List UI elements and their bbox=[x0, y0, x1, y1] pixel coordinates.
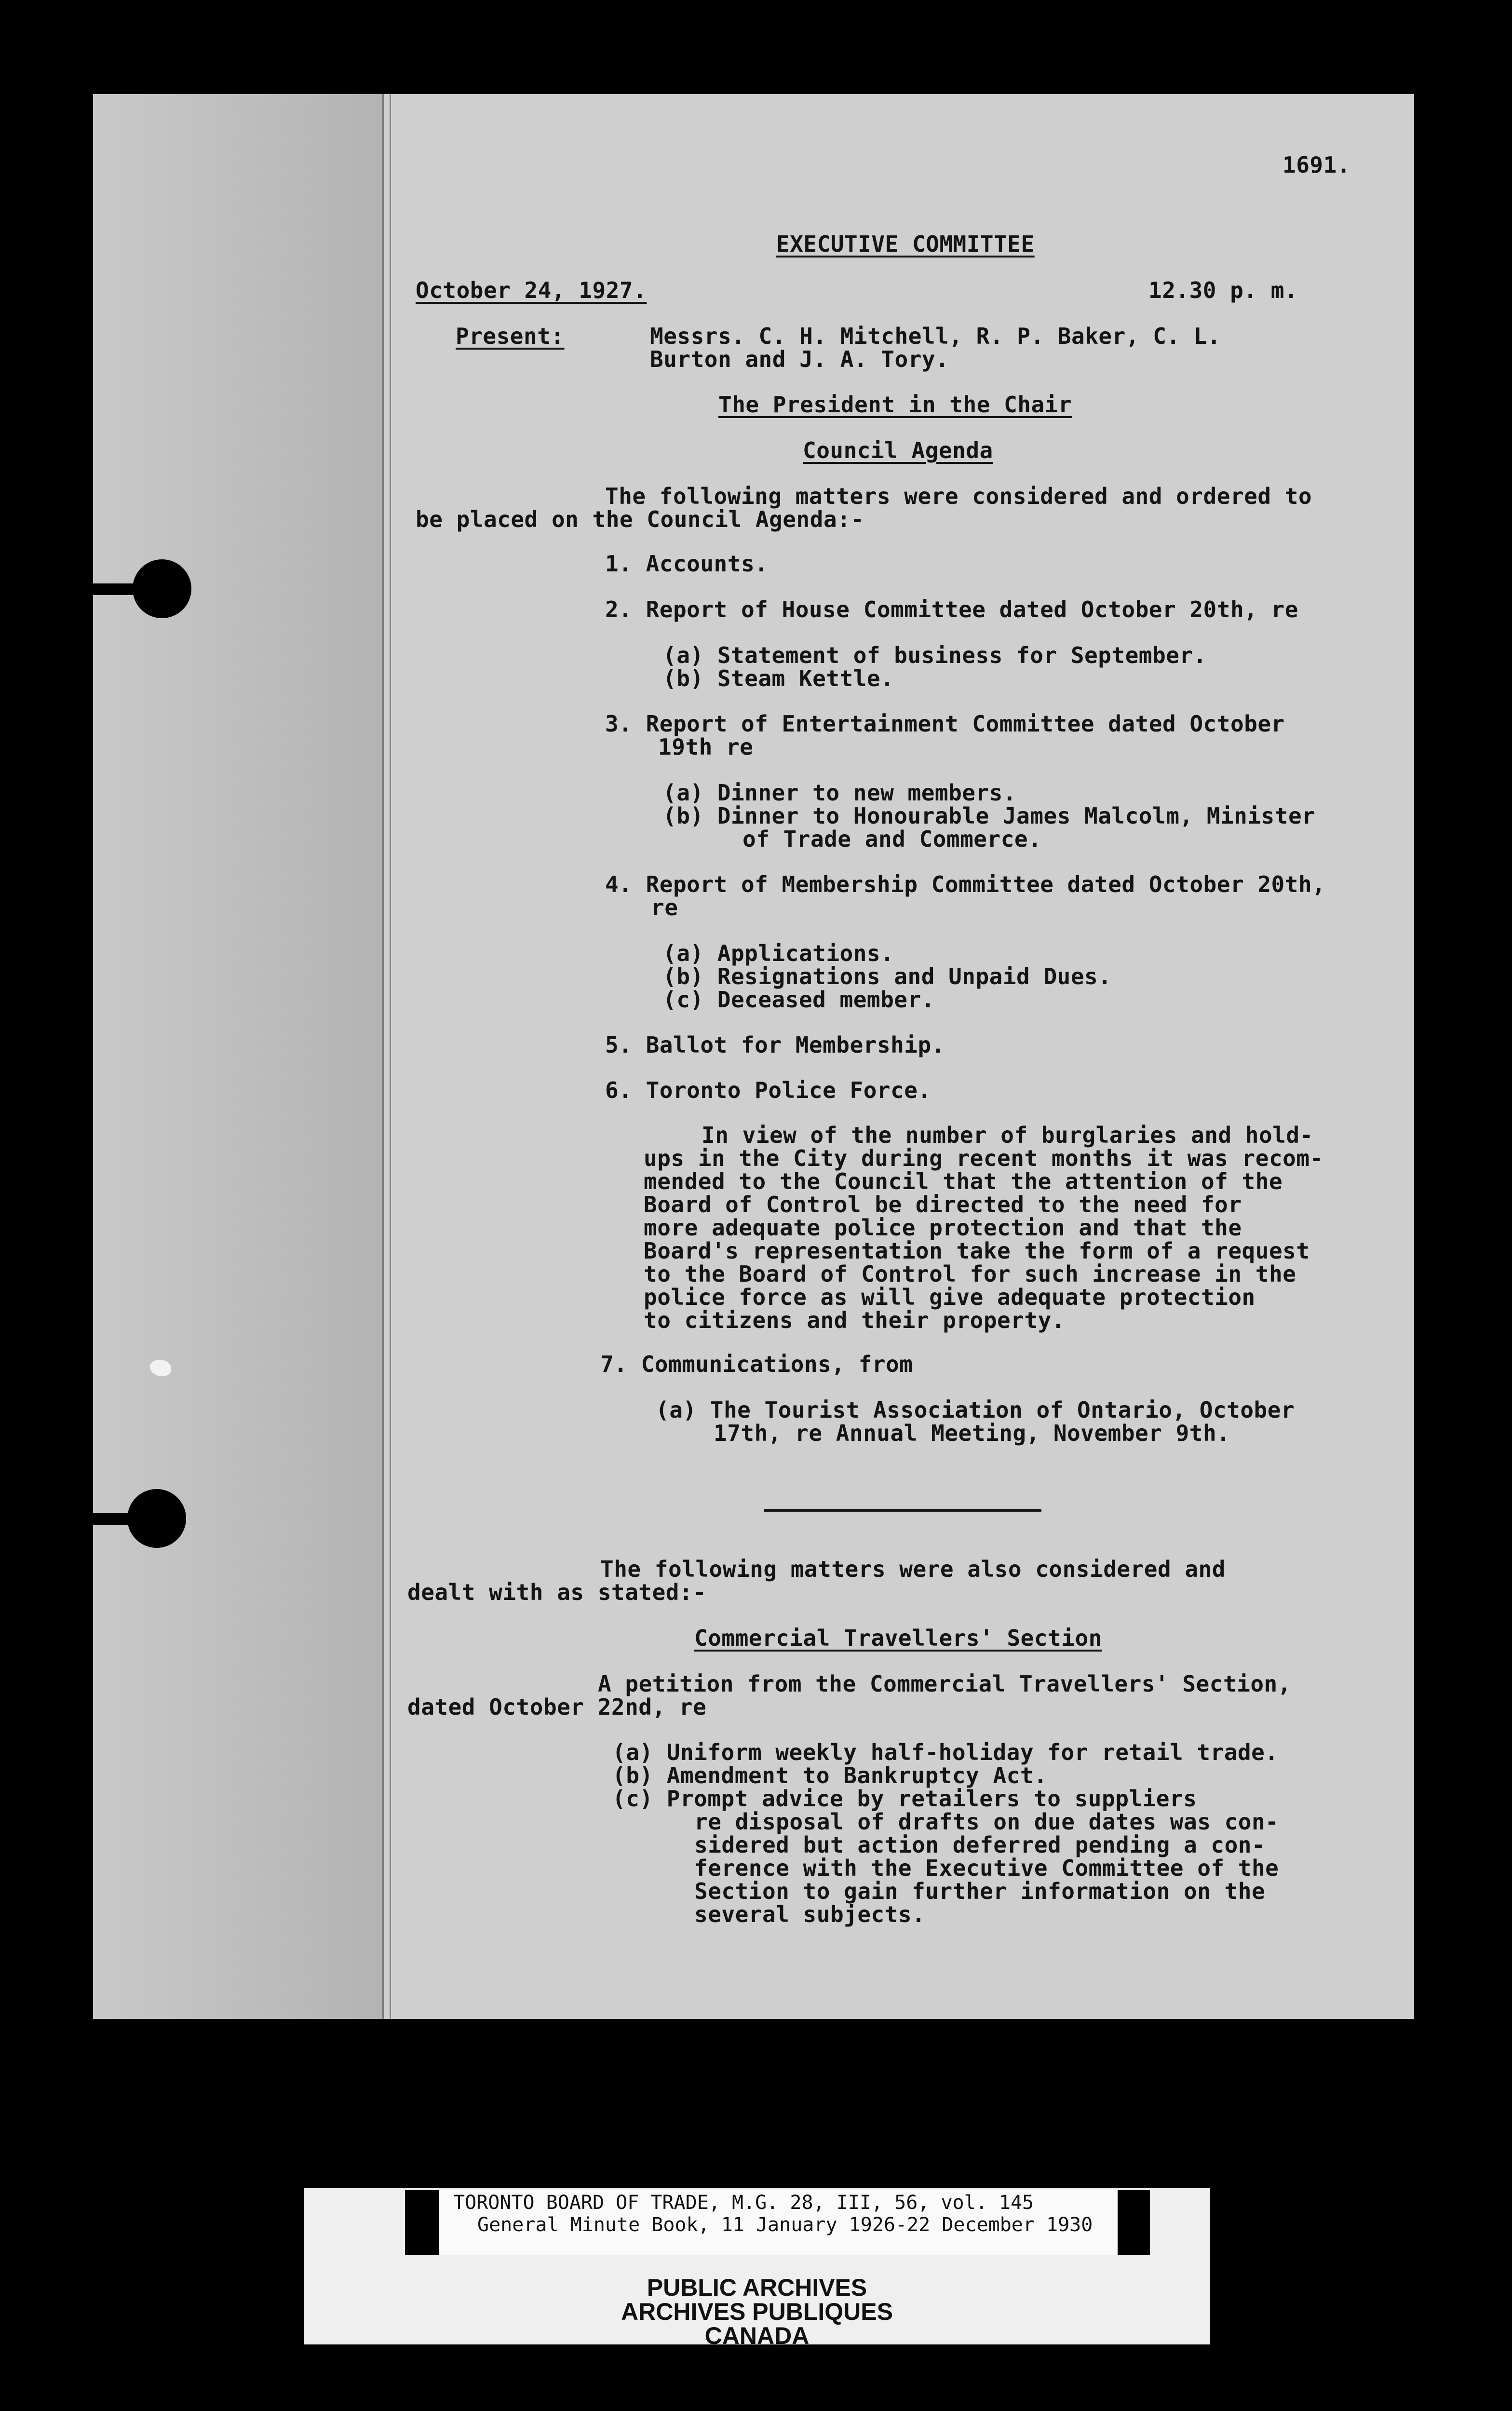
section-divider bbox=[764, 1509, 1041, 1512]
archive-ref-line2: General Minute Book, 11 January 1926-22 December 1930 bbox=[477, 2214, 1093, 2236]
present-label: Present: bbox=[456, 323, 565, 349]
agenda-item-3-line1: 3. Report of Entertainment Committee dated October bbox=[605, 711, 1285, 737]
present-names-line2: Burton and J. A. Tory. bbox=[650, 346, 949, 372]
label-tab-right bbox=[1118, 2190, 1150, 2255]
agenda-item-1: 1. Accounts. bbox=[605, 551, 769, 577]
agenda-item-7: 7. Communications, from bbox=[600, 1351, 913, 1377]
agenda-item-4a: (a) Applications. bbox=[663, 940, 894, 966]
punch-notch-bottom bbox=[92, 1513, 145, 1525]
label-tab-left bbox=[405, 2190, 439, 2255]
police-para-line8: police force as will give adequate protection bbox=[644, 1284, 1256, 1310]
agenda-item-3a: (a) Dinner to new members. bbox=[663, 780, 1017, 806]
agenda-item-6: 6. Toronto Police Force. bbox=[605, 1077, 932, 1103]
agenda-item-4-line1: 4. Report of Membership Committee dated October 20th, bbox=[605, 871, 1326, 897]
police-para-line6: Board's representation take the form of a request bbox=[644, 1238, 1310, 1264]
petition-item-a: (a) Uniform weekly half-holiday for retail trade. bbox=[612, 1739, 1279, 1765]
meeting-date: October 24, 1927. bbox=[416, 277, 647, 303]
chair-heading: The President in the Chair bbox=[718, 392, 1072, 418]
agenda-item-7a-line1: (a) The Tourist Association of Ontario, October bbox=[656, 1397, 1295, 1423]
agenda-item-5: 5. Ballot for Membership. bbox=[605, 1032, 945, 1058]
agenda-item-2a: (a) Statement of business for September. bbox=[663, 642, 1207, 668]
archive-ref-line1: TORONTO BOARD OF TRADE, M.G. 28, III, 56, vol. 145 bbox=[453, 2192, 1034, 2214]
page-number: 1691. bbox=[1282, 152, 1350, 178]
commercial-travellers-heading: Commercial Travellers' Section bbox=[694, 1625, 1102, 1651]
intro-line2: be placed on the Council Agenda:- bbox=[416, 506, 864, 532]
petition-line1: A petition from the Commercial Travellers' Section, bbox=[598, 1671, 1291, 1697]
police-para-line1: In view of the number of burglaries and hold- bbox=[702, 1122, 1313, 1148]
agenda-item-4c: (c) Deceased member. bbox=[663, 987, 935, 1013]
petition-item-b: (b) Amendment to Bankruptcy Act. bbox=[612, 1762, 1048, 1788]
petition-line2: dated October 22nd, re bbox=[407, 1694, 707, 1720]
heading-executive-committee: EXECUTIVE COMMITTEE bbox=[776, 231, 1035, 257]
archive-country: CANADA bbox=[704, 2322, 810, 2349]
agenda-item-3-line2: 19th re bbox=[658, 734, 754, 760]
petition-item-c-cont4: Section to gain further information on the bbox=[694, 1878, 1266, 1904]
police-para-line5: more adequate police protection and that the bbox=[644, 1215, 1242, 1241]
agenda-item-2: 2. Report of House Committee dated October 20th, re bbox=[605, 596, 1298, 623]
police-para-line2: ups in the City during recent months it was recom- bbox=[644, 1145, 1323, 1171]
archive-name-fr: ARCHIVES PUBLIQUES bbox=[621, 2298, 893, 2325]
present-names-line1: Messrs. C. H. Mitchell, R. P. Baker, C. L. bbox=[650, 323, 1221, 349]
binding-margin bbox=[93, 94, 382, 2019]
petition-item-c: (c) Prompt advice by retailers to suppliers bbox=[612, 1786, 1197, 1812]
punch-notch-top bbox=[92, 583, 145, 595]
police-para-line7: to the Board of Control for such increase in the bbox=[644, 1261, 1296, 1287]
petition-item-c-cont5: several subjects. bbox=[694, 1901, 926, 1927]
agenda-item-4b: (b) Resignations and Unpaid Dues. bbox=[663, 963, 1112, 989]
agenda-item-3b-line2: of Trade and Commerce. bbox=[742, 826, 1042, 852]
petition-item-c-cont1: re disposal of drafts on due dates was con- bbox=[694, 1809, 1279, 1835]
police-para-line3: mended to the Council that the attention of the bbox=[644, 1168, 1283, 1194]
council-agenda-heading: Council Agenda bbox=[803, 437, 993, 463]
agenda-item-3b-line1: (b) Dinner to Honourable James Malcolm, Minister bbox=[663, 803, 1316, 829]
police-para-line9: to citizens and their property. bbox=[644, 1307, 1066, 1333]
intro-line1: The following matters were considered and ordered to bbox=[605, 483, 1312, 509]
petition-item-c-cont3: ference with the Executive Committee of the bbox=[694, 1855, 1279, 1881]
meeting-time: 12.30 p. m. bbox=[1148, 277, 1298, 303]
petition-item-c-cont2: sidered but action deferred pending a con- bbox=[694, 1832, 1266, 1858]
police-para-line4: Board of Control be directed to the need for bbox=[644, 1192, 1242, 1218]
margin-rule bbox=[382, 94, 391, 2019]
also-considered-line1: The following matters were also considered and bbox=[600, 1556, 1226, 1582]
agenda-item-7a-line2: 17th, re Annual Meeting, November 9th. bbox=[714, 1420, 1230, 1446]
also-considered-line2: dealt with as stated:- bbox=[407, 1579, 707, 1605]
agenda-item-4-line2: re bbox=[651, 894, 678, 921]
agenda-item-2b: (b) Steam Kettle. bbox=[663, 665, 894, 691]
archive-name-en: PUBLIC ARCHIVES bbox=[647, 2274, 867, 2301]
